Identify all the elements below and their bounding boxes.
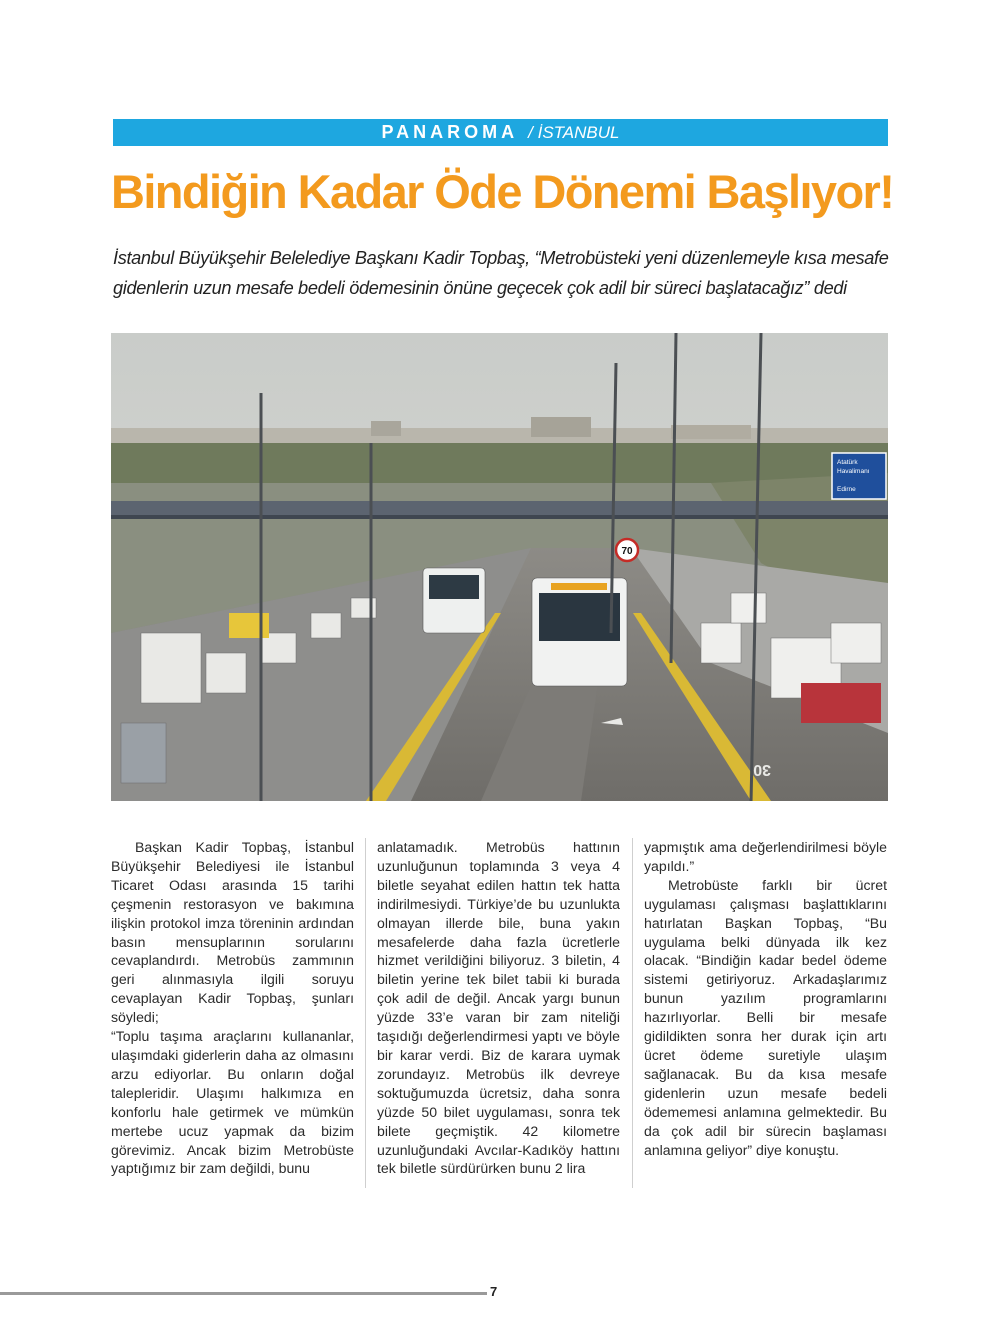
article-headline: Bindiğin Kadar Öde Dönemi Başlıyor! bbox=[111, 165, 894, 218]
paragraph: yapmıştık ama değerlendirilmesi böyle yapıldı.” bbox=[644, 839, 887, 874]
lane-marking: 30 bbox=[753, 761, 771, 778]
article-column-2 bbox=[377, 838, 620, 1178]
section-name: PANAROMA bbox=[381, 122, 519, 142]
road-sign-line1: Atatürk bbox=[837, 459, 858, 466]
column-divider bbox=[365, 838, 366, 1188]
paragraph: Başkan Kadir Topbaş, İstanbul Büyükşehir Belediyesi ile İstanbul Ticaret Odası arasında 15 tarihi çeşmenin restorasyon ve bakımına ilişkin protokol imza töreninin ardından basın mensuplarının sorularını cevaplandırdı. Metrobüs zammının geri alınmasıyla ilgili soruyu cevaplayan Kadir Topbaş, şunları söyledi; bbox=[111, 839, 354, 1026]
page-number: 7 bbox=[490, 1284, 498, 1299]
article-lead: İstanbul Büyükşehir Belelediye Başkanı Kadir Topbaş, “Metrobüsteki yeni düzenlemeyle kısa mesafe gidenlerin uzun mesafe bedeli ödemesinin önüne geçecek çok adil bir süreci başlatacağız” dedi bbox=[113, 248, 889, 298]
section-subsection: / İSTANBUL bbox=[528, 122, 620, 142]
footer-rule bbox=[0, 1292, 487, 1295]
road-sign-line3: Edirne bbox=[837, 486, 856, 493]
article-column-1 bbox=[111, 838, 354, 1178]
paragraph: “Toplu taşıma araçlarını kullananlar, ulaşımdaki giderlerin daha az olmasını arzu ediyorlar. Bu onların doğal talepleridir. Ulaşımı halkımıza en konforlu hale getirmek ve mümkün mertebe ucuz yapmak da bizim görevimiz. Ancak bizim Metrobüste yaptığımız bir zam değildi, bunu bbox=[111, 1028, 354, 1177]
paragraph: anlatamadık. Metrobüs hattının uzunluğunun toplamında 3 veya 4 biletle seyahat edilen hattın tek hatta indirilmesiydi. Türkiye’de bu uzunlukta olmayan illerde bile, buna yakın mesafelerde daha fazla ücretlerle hizmet verildiğini biliyoruz. 3 biletin, 4 biletin yerine tek bilet tabii ki burada çok adil de değil. Ancak yargı bunun yüzde 33’e varan bir zam niteliği taşıdığı değerlendirmesi yaptı ve böyle bir karar verdi. Biz de karara uymak zorundayız. Metrobüs ilk devreye soktuğumuzda ücretsiz, daha sonra yüzde 50 bilet uygulaması, sonra tek bilete geçmiştik. 42 kilometre uzunluğundaki Avcılar-Kadıköy hattını tek biletle sürdürürken bunu 2 lira bbox=[377, 839, 620, 1177]
article-column-3 bbox=[644, 838, 887, 1159]
road-sign-line2: Havalimanı bbox=[837, 468, 870, 475]
column-divider bbox=[632, 838, 633, 1188]
paragraph: Metrobüste farklı bir ücret uygulaması çalışması başlattıklarını hatırlatan Başkan Topbaş, “Bu uygulama belki dünyada ilk kez olacak. “Bindiğin kadar bedel ödeme sistemi getiriyoruz. Arkadaşlarımız bunun yazılım programlarını hazırlıyorlar. Belli bir mesafe gidildikten sonra her durak için artı ücret ödeme suretiyle ulaşım sağlanacak. Bu da kısa mesafe gidenlerin uzun mesafe bedeli ödememesi anlamına gelmektedir. Bu da çok adil bir sürecin başlaması anlamına geliyor” diye konuştu. bbox=[644, 876, 887, 1158]
metrobus-photo bbox=[111, 333, 888, 801]
section-banner bbox=[113, 119, 888, 146]
speed-limit-sign: 70 bbox=[621, 546, 633, 557]
